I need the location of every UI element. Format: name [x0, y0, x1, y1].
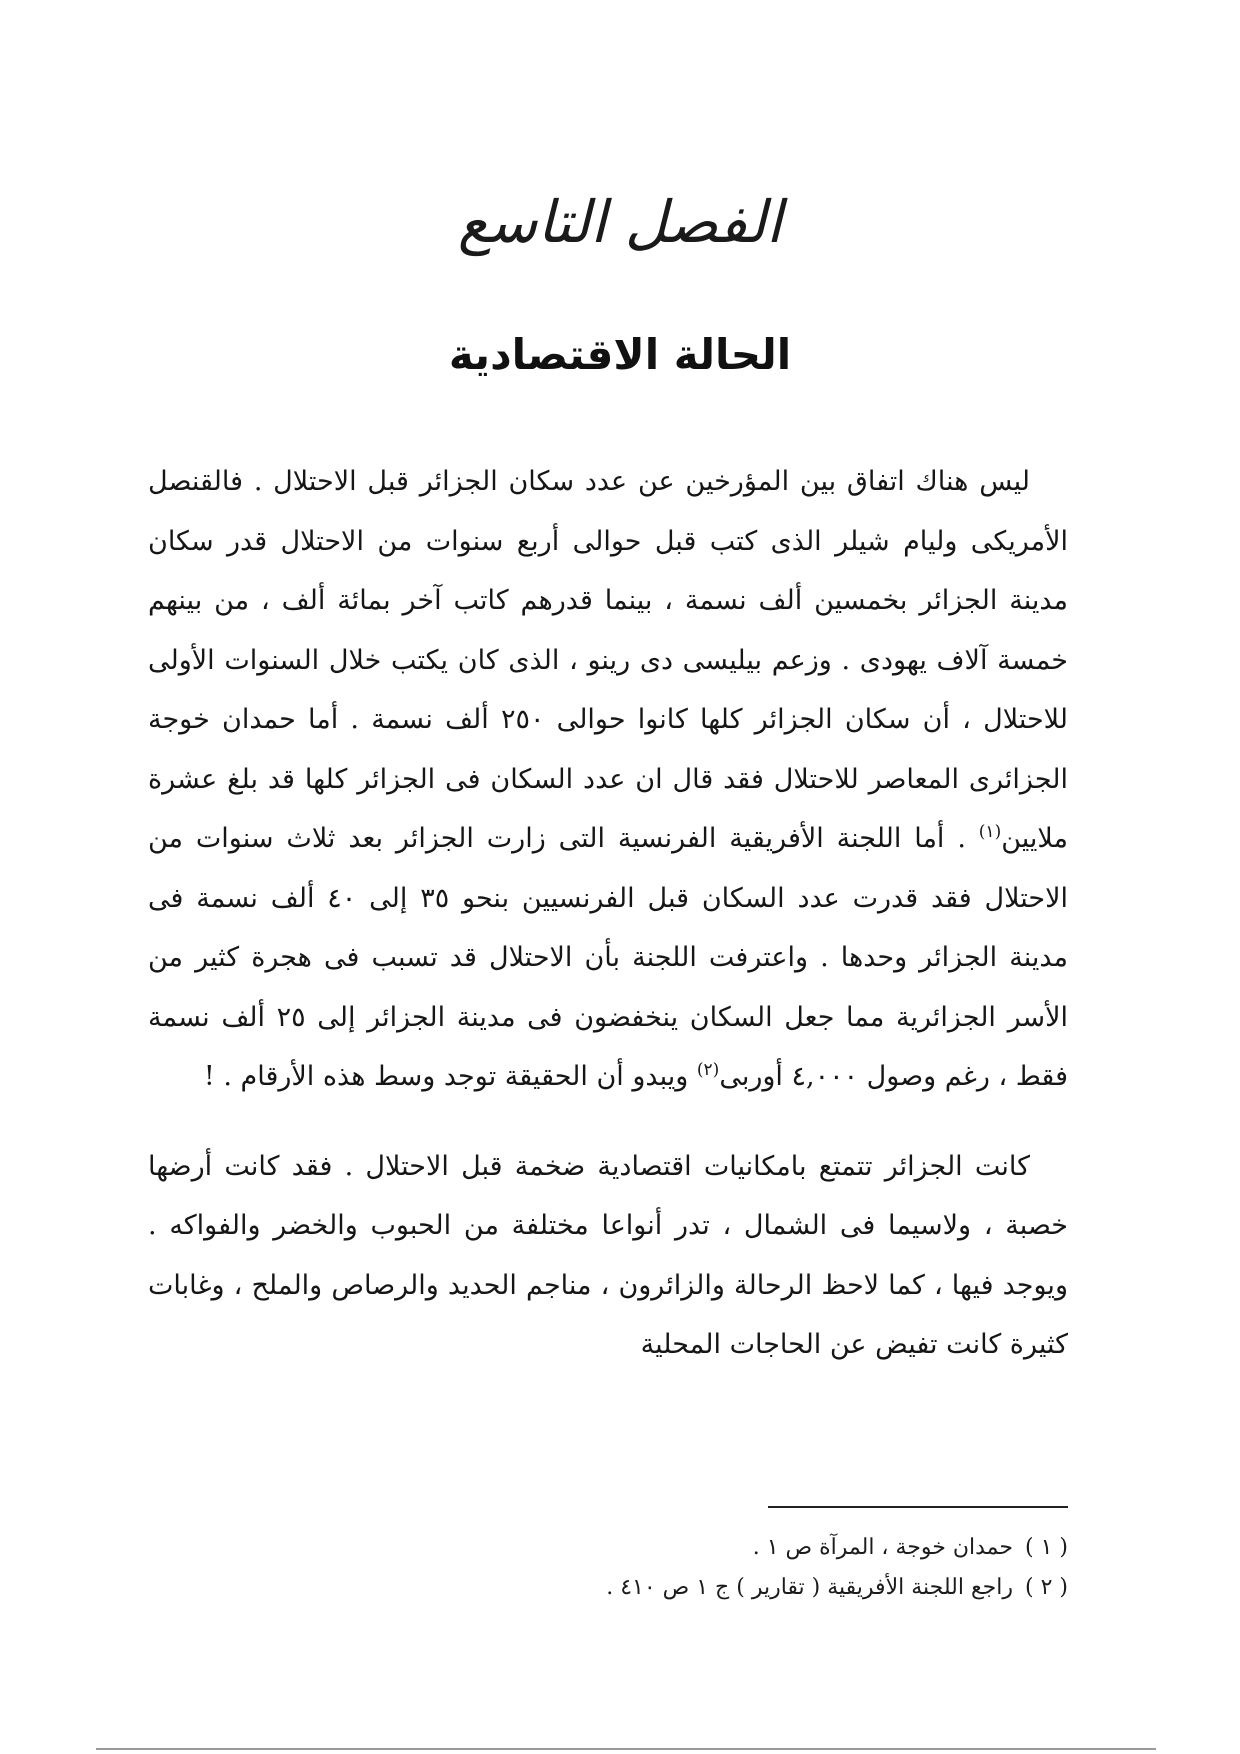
footnote-1: [368, 1528, 1068, 1568]
footnote-reference-2: (٢): [696, 1060, 720, 1080]
footnotes: [368, 1528, 1068, 1608]
footnote-number: ( ٢ ): [1025, 1575, 1068, 1600]
footnote-number: ( ١ ): [1025, 1535, 1068, 1560]
footnote-separator: [768, 1506, 1068, 1508]
page-bottom-edge: [96, 1748, 1156, 1750]
footnote-2: [368, 1568, 1068, 1608]
section-title: الحالة الاقتصادية: [448, 330, 792, 379]
footnote-text: راجع اللجنة الأفريقية ( تقارير ) ج ١ ص ٤١٠ .: [606, 1575, 1014, 1600]
paragraph-population: [148, 452, 1068, 1107]
footnote-reference-1: (١): [978, 822, 1002, 842]
footnote-text: حمدان خوجة ، المرآة ص ١ .: [752, 1535, 1014, 1560]
paragraph-economy: كانت الجزائر تتمتع بامكانيات اقتصادية ضخمة قبل الاحتلال . فقد كانت أرضها خصبة ، ولاسيما فى الشمال ، تدر أنواعا مختلفة من الحبوب والخضر والفواكه . ويوجد فيها ، كما لاحظ الرحالة والزائرون ، مناجم الحديد والرصاص والملح ، وغابات كثيرة كانت تفيض عن الحاجات المحلية: [148, 1150, 1068, 1360]
chapter-title: الفصل التاسع: [457, 188, 783, 256]
paragraph-text: . أما اللجنة الأفريقية الفرنسية التى زارت الجزائر بعد ثلاث سنوات من الاحتلال فقد قدرت عدد السكان قبل الفرنسيين بنحو ٣٥ إلى ٤٠ ألف نسمة فى مدينة الجزائر وحدها . واعترفت اللجنة بأن الاحتلال قد تسبب فى هجرة كثير من الأسر الجزائرية مما جعل السكان ينخفضون فى مدينة الجزائر إلى ٢٥ ألف نسمة فقط ، رغم وصول ٤,٠٠٠ أوربى: [148, 823, 1068, 1092]
paragraph-text: ويبدو أن الحقيقة توجد وسط هذه الأرقام . !: [203, 1061, 697, 1092]
body-text: [148, 452, 1068, 1375]
paragraph-text: ليس هناك اتفاق بين المؤرخين عن عدد سكان الجزائر قبل الاحتلال . فالقنصل الأمريكى وليام شيلر الذى كتب قبل حوالى أربع سنوات من الاحتلال قدر سكان مدينة الجزائر بخمسين ألف نسمة ، بينما قدرهم كاتب آخر بمائة ألف ، من بينهم خمسة آلاف يهودى . وزعم بيليسى دى رينو ، الذى كان يكتب خلال السنوات الأولى للاحتلال ، أن سكان الجزائر كلها كانوا حوالى ٢٥٠ ألف نسمة . أما حمدان خوجة الجزائرى المعاصر للاحتلال فقد قال ان عدد السكان فى الجزائر كلها قد بلغ عشرة ملايين: [148, 466, 1068, 854]
